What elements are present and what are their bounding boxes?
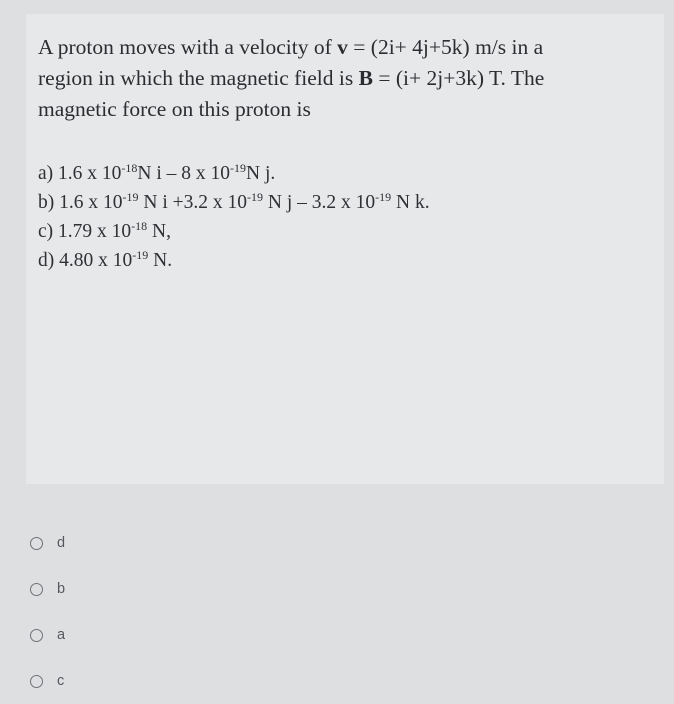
choice-c: c) 1.79 x $10^{-18}$ N, (38, 219, 171, 242)
answer-options (30, 520, 65, 704)
answer-label-b: b (57, 581, 66, 597)
radio-button-d[interactable] (30, 537, 43, 550)
question-card (26, 14, 664, 484)
answer-label-d: d (57, 535, 66, 551)
radio-button-a[interactable] (30, 629, 43, 642)
answer-option-b[interactable] (30, 566, 65, 612)
field-symbol: B (358, 66, 373, 90)
stem-line-2: region in which the magnetic field is B = (i+ 2j+3k) T. The (38, 66, 545, 90)
answer-option-d[interactable] (30, 520, 65, 566)
choices-list (38, 160, 658, 276)
answer-label-a: a (57, 627, 66, 643)
answer-option-c[interactable] (30, 658, 65, 704)
answer-label-c: c (57, 673, 65, 689)
choice-b: b) 1.6 x $10^{-19}$ N i +3.2 x $10^{-19}$ N j – 3.2 x $10^{-19}$ N k. (38, 190, 430, 213)
velocity-symbol: v (337, 35, 348, 59)
answer-option-a[interactable] (30, 612, 65, 658)
choice-d: d) 4.80 x $10^{-19}$ N. (38, 248, 173, 271)
question-stem (38, 32, 658, 125)
choice-a: a) 1.6 x $10^{-18}N$ i – 8 x $10^{-19}N$ j. (38, 161, 276, 184)
radio-button-c[interactable] (30, 675, 43, 688)
stem-line-1: A proton moves with a velocity of v = (2i+ 4j+5k) m/s in a (38, 35, 544, 59)
stem-line-3: magnetic force on this proton is (38, 97, 311, 121)
radio-button-b[interactable] (30, 583, 43, 596)
